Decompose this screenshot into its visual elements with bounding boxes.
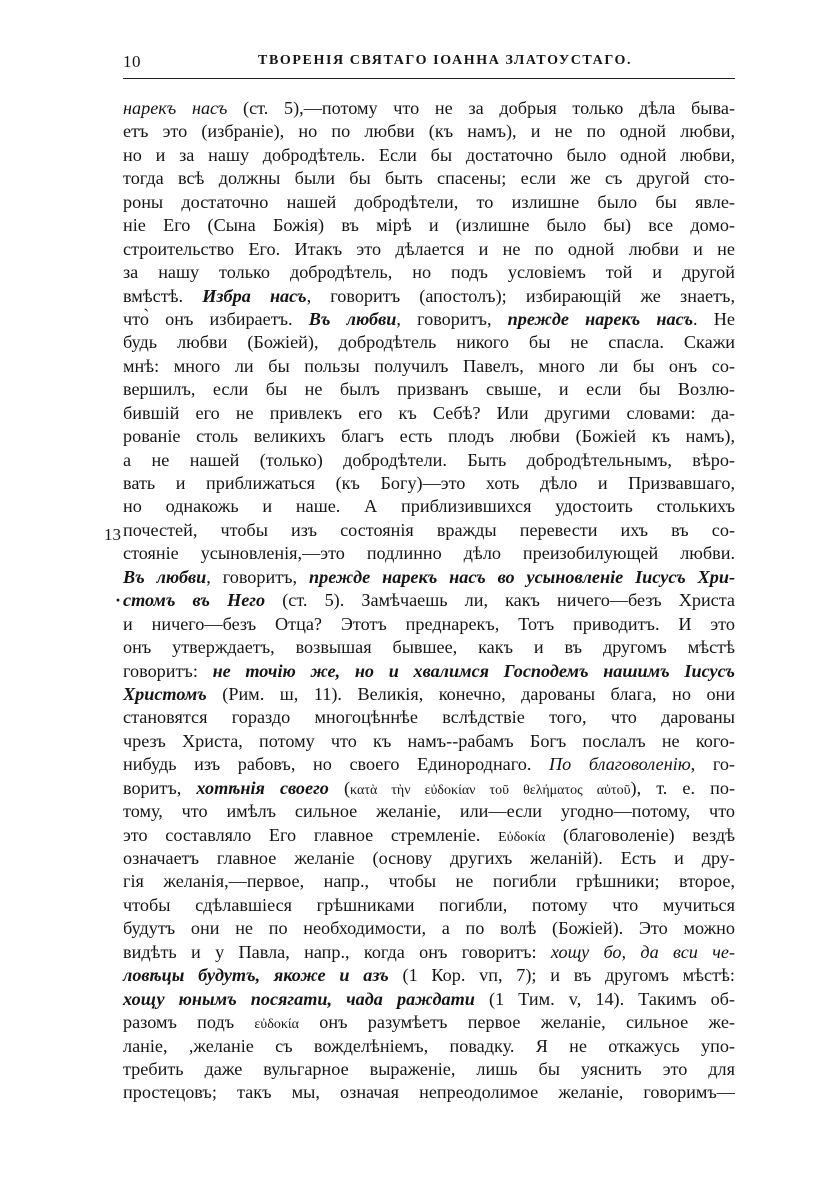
text-line [123,285,735,308]
text-line [123,542,735,565]
emphasis-text: Въ любви [308,308,397,329]
emphasis-text: Избра насъ [202,285,307,306]
text-line [123,191,735,214]
margin-mark: · [115,590,122,610]
text-span: но однакожь и наше. А приблизившихся удостоить столькихъ [123,496,735,517]
text-line [123,847,735,870]
emphasis-text: хотѣнія своего [196,777,329,798]
text-span: чрезъ Христа, потому что къ намъ--рабамъ Богъ послалъ не кого- [123,730,735,751]
text-line [123,355,735,378]
text-line [123,214,735,237]
emphasis-text: хощу бо, да вси че- [550,941,735,962]
text-line [123,1035,735,1058]
text-line [123,144,735,167]
greek-text: Εὐδοκία [498,829,546,845]
body-text [123,97,735,1105]
text-line [123,402,735,425]
emphasis-text: Христомъ [123,683,207,704]
text-span: чтобы сдѣлавшіеся грѣшниками погибли, потому что мучиться [123,894,735,915]
text-span: строительство Его. Итакъ это дѣлается и не по одной любви и не [123,238,735,259]
text-span: (1 Кор. vп, 7); и въ другомъ мѣстѣ: [388,965,735,986]
text-span: ), т. е. по- [630,777,735,798]
text-span: видѣть и у Павла, напр., когда онъ говоритъ: [123,941,551,962]
text-line [123,120,735,143]
text-span: , говоритъ, [396,308,508,329]
emphasis-text: хощу юнымъ посягати, чада раждати [123,988,475,1009]
text-span: (ст. 5). Замѣчаешь ли, какъ ничего—безъ Христа [265,590,735,611]
text-span: стояніе усыновленія,—это подлинно дѣло преизобилующей любви. [123,543,735,564]
emphasis-text: Въ любви [123,566,207,587]
text-span: за нашу только добродѣтель, но подъ условіемъ той и другой [123,262,735,283]
text-line [123,331,735,354]
text-line [123,308,735,331]
text-span: (ст. 5),—потому что не за добрыя только дѣла быва- [227,98,735,118]
text-span: будутъ они не по необходимости, а по волѣ (Божіей). Это можно [123,918,735,939]
text-line [123,683,735,706]
text-line [123,472,735,495]
running-title: ТВОРЕНІЯ СВЯТАГО ІОАННА ЗЛАТОУСТАГО. [258,53,633,68]
margin-line-number: 13 [104,525,121,544]
text-span: рованіе столь великихъ благъ есть плодъ любви (Божіей къ намъ), [123,426,735,447]
text-span: . Не [693,308,735,329]
text-line [123,495,735,518]
page-number: 10 [123,52,141,71]
text-span: вать и приближаться (къ Богу)—это хоть дѣло и Призвавшаго, [123,473,735,493]
emphasis-text: стомъ въ Него [123,590,266,611]
text-span: нибудь изъ рабовъ, но своего Единороднаго. [123,754,550,775]
text-span: разомъ подъ [123,1012,255,1033]
text-span: это составляло Его главное стремленіе. [123,824,499,845]
text-span: , говоритъ (апостолъ); избирающій же знаетъ, [306,285,735,306]
text-line [123,730,735,753]
text-line [123,378,735,401]
text-line [123,1058,735,1081]
text-line [123,589,735,612]
text-line [123,167,735,190]
text-line [123,636,735,659]
text-span: роны достаточно нашей добродѣтели, то излишне было бы явле- [123,191,735,212]
emphasis-text: По благоволенію [549,754,691,775]
greek-text: εὐδοκία [254,1017,299,1033]
text-line [123,261,735,284]
emphasis-text: нарекъ насъ [123,98,228,118]
text-line [123,238,735,261]
text-span: почестей, чтобы изъ состоянія вражды перевести ихъ въ со- [123,519,735,540]
text-span: тому, что имѣлъ сильное желаніе, или—если угодно—потому, что [123,801,735,822]
text-span: гія желанія,—первое, напр., чтобы не погибли грѣшники; второе, [123,871,735,892]
emphasis-text: не точію же, но и хвалимся Господемъ нашимъ Іисусъ [212,660,736,681]
text-span: онъ разумѣетъ первое желаніе, сильное же- [299,1012,735,1033]
text-line [123,894,735,917]
text-span: но и за нашу добродѣтель. Если бы достаточно было одной любви, [123,144,735,165]
text-line [123,706,735,729]
text-line [123,519,735,542]
text-line [123,917,735,940]
text-line [123,870,735,893]
text-span: вмѣстѣ. [123,285,203,306]
text-line [123,753,735,776]
text-line [123,97,735,120]
text-span: етъ это (избраніе), но по любви (къ намъ), и не по одной любви, [123,121,735,142]
text-line [123,1011,735,1034]
text-span: (Рим. ш, 11). Великія, конечно, дарованы блага, но они [206,683,735,704]
text-span: простецовъ; такъ мы, означая непреодолимое желаніе, говоримъ— [123,1082,735,1103]
text-span: мнѣ: много ли бы пользы получилъ Павелъ, много ли бы онъ со- [123,355,735,376]
greek-text: κατὰ τὴν εὐδοκίαν τοῦ θελήματος αὐτοῦ [350,782,631,798]
text-line [123,941,735,964]
text-span: ланіе, ,желаніе съ вожделѣніемъ, повадку. Я не откажусь упо- [123,1035,735,1056]
emphasis-text: прежде нарекъ насъ [507,308,694,329]
emphasis-text: ловѣцы будутъ, якоже и азъ [123,965,389,986]
text-line [123,800,735,823]
text-span: ніе Его (Сына Божія) въ мірѣ и (излишне было бы) все домо- [123,215,735,236]
text-line [123,613,735,636]
text-span: ( [328,777,351,798]
text-span: воритъ, [123,777,197,798]
text-span: тогда всѣ должны были бы быть спасены; если же съ другой сто- [123,168,735,189]
text-span: , го- [690,754,735,775]
text-span: а не нашей (только) добродѣтели. Быть добродѣтельнымъ, вѣро- [123,449,735,470]
text-span: означаетъ главное желаніе (основу другихъ желаній). Есть и дру- [123,848,735,868]
text-span: требить даже вульгарное выраженіе, лишь бы уяснить это для [123,1058,735,1079]
text-line [123,425,735,448]
text-span: , говоритъ, [206,566,309,587]
text-line [123,449,735,472]
text-line [123,777,735,800]
text-line [123,988,735,1011]
text-line [123,566,735,589]
text-span: онъ утверждаетъ, возвышая бывшее, какъ и въ другомъ мѣстѣ [123,637,735,658]
text-span: что̀ онъ избираетъ. [123,308,309,329]
text-span: бившій его не привлекъ его къ Себѣ? Или другими словами: да- [123,402,735,423]
text-span: говоритъ: [123,660,213,681]
text-line [123,660,735,683]
text-span: (1 Тим. v, 14). Такимъ об- [474,988,735,1009]
emphasis-text: прежде нарекъ насъ во усыновленіе Іисусъ Хри- [309,566,736,587]
text-span: и ничего—безъ Отца? Этотъ преднарекъ, Тотъ приводитъ. И это [123,613,735,634]
text-line [123,1081,735,1104]
text-span: (благоволеніе) вездѣ [545,824,735,845]
text-span: становятся гораздо многоцѣннѣе вслѣдствіе того, что дарованы [123,707,735,728]
text-line [123,824,735,847]
page-header [123,50,735,78]
text-line [123,964,735,987]
header-rule [123,78,735,79]
text-span: будь любви (Божіей), добродѣтель никого бы не спасла. Скажи [123,332,735,353]
text-span: вершилъ, если бы не былъ призванъ свыше, и если бы Возлю- [123,379,735,400]
